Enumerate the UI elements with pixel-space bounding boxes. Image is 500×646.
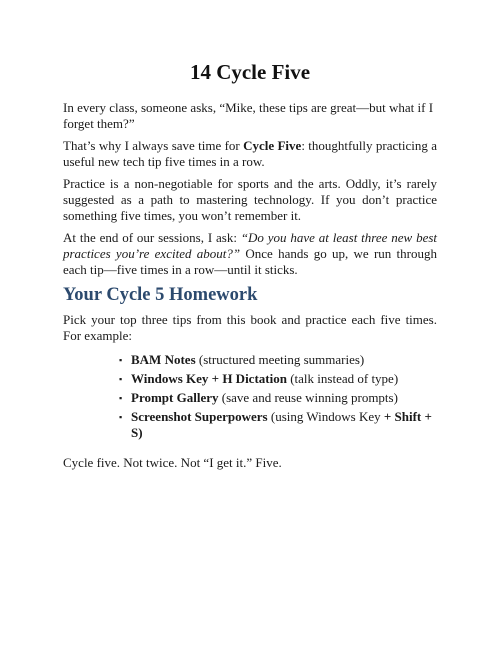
tip-name: Prompt Gallery [131,390,219,405]
question-italic: “Do you have at least three new best practices you’re excited about?” [63,230,438,261]
tip-name: Windows Key + H Dictation [131,371,287,386]
tip-description: (talk instead of type) [286,371,399,386]
paragraph-cycle-five [63,138,437,170]
cycle-five-bold: Cycle Five [243,138,302,153]
list-item [119,371,437,387]
paragraph-text: At the end of our sessions, I ask: [63,230,241,245]
paragraph-question: In every class, someone asks, “Mike, these tips are great—but what if I forget them?” [63,100,434,131]
list-item [119,390,437,406]
paragraph-text: : thoughtfully practicing a useful new tech tip five times in a row. [63,138,437,169]
bullet-icon: ▪ [119,355,123,365]
tip-shortcut: + Shift + S) [131,409,432,440]
paragraph-practice: Practice is a non-negotiable for sports and the arts. Oddly, it’s rarely suggested as a path to mastering technology. If you don’t practice something five times, you won’t remember it. [63,176,437,223]
list-item [119,352,437,368]
paragraph-text: That’s why I always save time for [63,138,244,153]
closing-line: Cycle five. Not twice. Not “I get it.” Five. [63,455,282,470]
tips-list [63,352,437,441]
homework-heading: Your Cycle 5 Homework [63,285,258,305]
bullet-icon: ▪ [119,393,123,403]
bullet-icon: ▪ [119,412,123,422]
list-item [119,409,437,441]
bullet-icon: ▪ [119,374,123,384]
tip-description: (structured meeting summaries) [195,352,365,367]
document-page [63,58,437,477]
tip-description: (save and reuse winning prompts) [218,390,398,405]
paragraph-sessions [63,230,437,278]
homework-intro: Pick your top three tips from this book and practice each five times. For example: [63,312,437,343]
paragraph-text: Once hands go up, we run through each tip—five times in a row—until it sticks. [63,246,437,277]
tip-name: BAM Notes [131,352,196,367]
tip-description: (using Windows Key [267,409,384,424]
chapter-title: 14 Cycle Five [189,60,311,84]
tip-name: Screenshot Superpowers [131,409,268,424]
